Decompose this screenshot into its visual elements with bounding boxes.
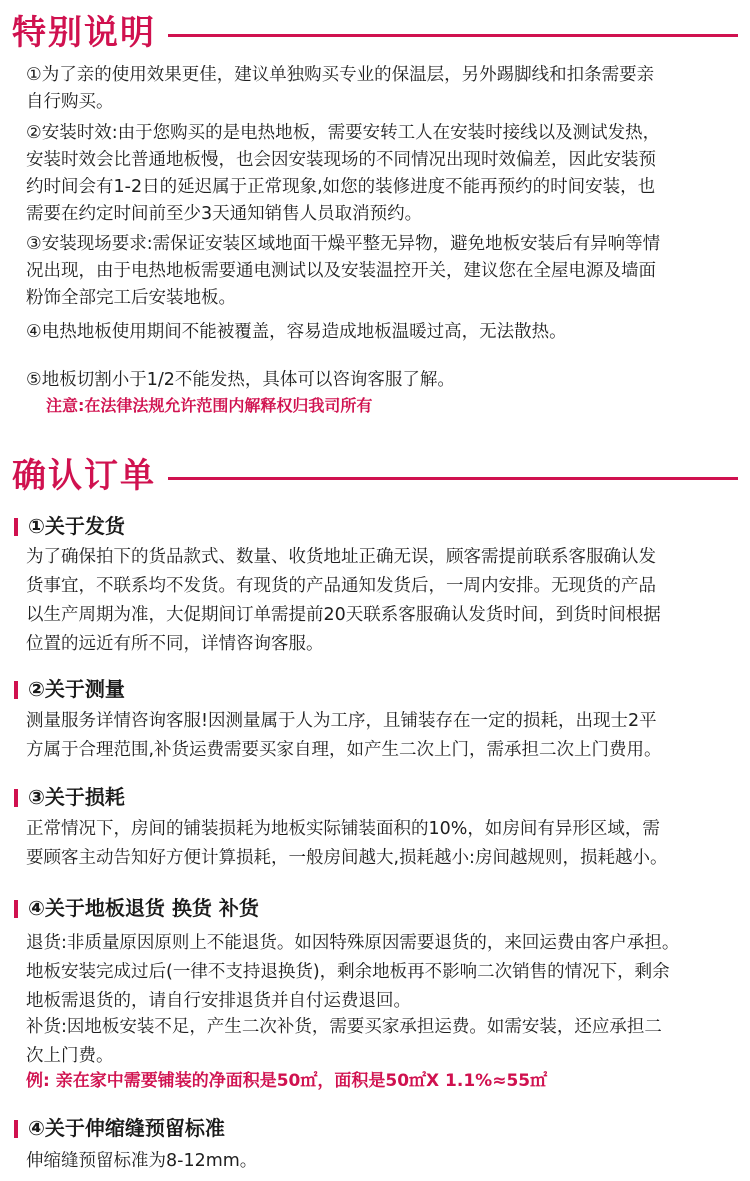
heading-accent-bar	[14, 900, 18, 918]
special-note-2: ②安装时效:由于您购买的是电热地板，需要安转工人在安装时接线以及测试发热， 安装时效会比普通地板慢，也会因安装现场的不同情况出现时效偏差，因此安装预 约时间会有1-2日的延迟属于正常现象,如您的装修进度不能再预约的时间安装，也 需要在约定时间前至少3天通知销售人员取消预约。	[26, 123, 661, 224]
confirm-order-header	[0, 451, 750, 507]
special-note-4: ④电热地板使用期间不能被覆盖，容易造成地板温暖过高，无法散热。	[26, 322, 567, 342]
special-notes-header	[0, 8, 750, 64]
replenish-body: 补货:因地板安装不足，产生二次补货，需要买家承担运费。如需安装，还应承担二 次上门费。	[26, 1017, 662, 1066]
measure-heading-label: ②关于测量	[28, 677, 125, 701]
returns-body: 退货:非质量原因原则上不能退货。如因特殊原因需要退货的，来回运费由客户承担。 地板安装完成过后(一律不支持退换货)，剩余地板再不影响二次销售的情况下，剩余 地板需退货的，请自行安排退货并自付运费退回。	[26, 933, 680, 1011]
expansion-gap-body: 伸缩缝预留标准为8-12mm。	[26, 1151, 258, 1171]
expansion-gap-heading-label: ④关于伸缩缝预留标准	[28, 1116, 225, 1140]
area-example: 例: 亲在家中需要铺装的净面积是50㎡，面积是50㎡X 1.1%≈55㎡	[26, 1071, 548, 1091]
header-divider	[168, 34, 738, 37]
loss-heading-label: ③关于损耗	[28, 785, 125, 809]
returns-heading-label: ④关于地板退货 换货 补货	[28, 896, 259, 920]
heading-accent-bar	[14, 789, 18, 807]
heading-accent-bar	[14, 681, 18, 699]
shipping-body: 为了确保拍下的货品款式、数量、收货地址正确无误，顾客需提前联系客服确认发 货事宜，不联系均不发货。有现货的产品通知发货后，一周内安排。无现货的产品 以生产周期为准，大促期间订单需提前20天联系客服确认发货时间，到货时间根据 位置的远近有所不同，详情咨询客服。	[26, 547, 661, 654]
measure-body: 测量服务详情咨询客服!因测量属于人为工序，且铺装存在一定的损耗，出现士2平 方属于合理范围,补货运费需要买家自理，如产生二次上门，需承担二次上门费用。	[26, 711, 662, 760]
special-note-3: ③安装现场要求:需保证安装区域地面干燥平整无异物，避免地板安装后有异响等情 况出现，由于电热地板需要通电测试以及安装温控开关，建议您在全屋电源及墙面 粉饰全部完工后安装地板。	[26, 234, 661, 308]
header-divider	[168, 477, 738, 480]
loss-body: 正常情况下，房间的铺装损耗为地板实际铺装面积的10%，如房间有异形区域，需 要顾客主动告知好方便计算损耗，一般房间越大,损耗越小:房间越规则，损耗越小。	[26, 819, 668, 868]
legal-notice: 注意:在法律法规允许范围内解释权归我司所有	[46, 396, 373, 415]
special-notes-title: 特别说明	[12, 13, 156, 53]
heading-accent-bar	[14, 518, 18, 536]
shipping-heading-label: ①关于发货	[28, 514, 125, 538]
heading-accent-bar	[14, 1120, 18, 1138]
special-note-5: ⑤地板切割小于1/2不能发热，具体可以咨询客服了解。	[26, 370, 455, 390]
special-note-1: ①为了亲的使用效果更佳，建议单独购买专业的保温层，另外踢脚线和扣条需要亲 自行购买。	[26, 65, 655, 112]
confirm-order-title: 确认订单	[12, 456, 156, 496]
